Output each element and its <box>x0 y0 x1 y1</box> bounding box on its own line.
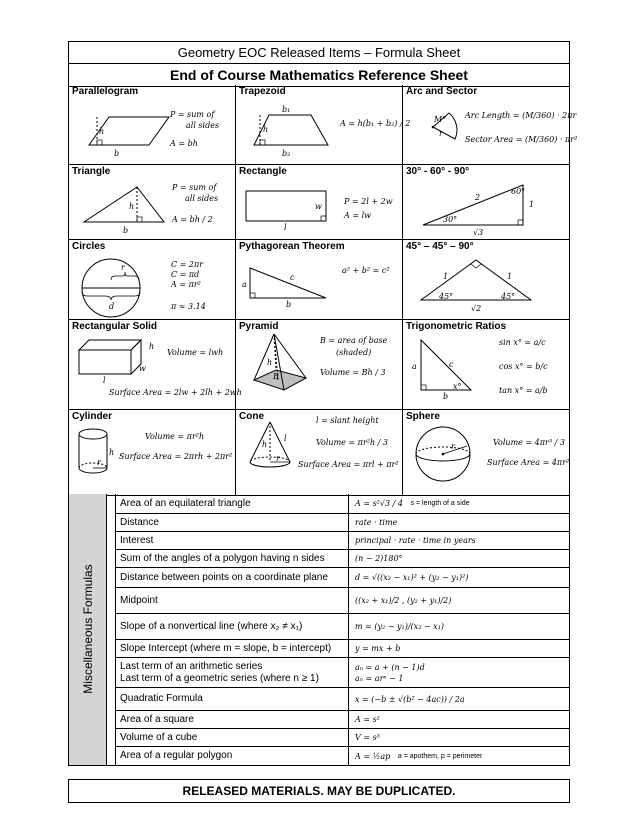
row-formula: aₙ = a + (n − 1)d aₙ = arⁿ − 1 <box>355 662 425 683</box>
label-l: l <box>103 376 106 385</box>
cell-title: Cylinder <box>72 411 113 422</box>
right-triangle-diagram <box>236 240 403 320</box>
row-formula: principal · rate · time in years <box>355 536 476 545</box>
formula: l = slant height <box>316 416 379 425</box>
row-name: Distance between points on a coordinate plane <box>120 571 328 583</box>
formula: sin x° = a/c <box>499 338 546 347</box>
formula: Volume = Bh / 3 <box>320 368 386 377</box>
row-formula: A = s²√3 / 4 s = length of a side <box>355 499 470 508</box>
formula: P = sum of <box>172 183 217 192</box>
cell-title: Trapezoid <box>239 86 286 97</box>
formula: tan x° = a/b <box>499 386 548 395</box>
cell-pythagorean <box>236 240 403 320</box>
formula: A = lw <box>344 211 371 220</box>
cell-title: Rectangle <box>239 166 287 177</box>
label-r: r <box>97 458 101 467</box>
formula: cos x° = b/c <box>499 362 548 371</box>
label-w: w <box>139 364 146 373</box>
table-row <box>116 550 569 568</box>
triangle-30-60-90-diagram <box>403 165 569 240</box>
label-side: 2 <box>475 193 481 202</box>
formula: π ≈ 3.14 <box>171 302 206 311</box>
row-name: Slope of a nonvertical line (where x₂ ≠ x₁) <box>120 620 303 632</box>
row-formula: m = (y₂ − y₁)/(x₂ − x₁) <box>355 622 445 631</box>
row-name: Midpoint <box>120 594 158 606</box>
row-formula: A = s² <box>355 715 380 724</box>
table-row <box>116 614 569 640</box>
cell-title: Triangle <box>72 166 111 177</box>
label-x: x° <box>453 382 462 391</box>
label-h: h <box>149 342 155 351</box>
circle-diagram <box>69 240 236 320</box>
label-angle: 60° <box>511 187 526 196</box>
row-formula: V = s³ <box>355 733 380 742</box>
row-formula: A = ½ap a = apothem, p = perimeter <box>355 751 483 761</box>
row-name: Area of a regular polygon <box>120 750 233 761</box>
row-formula: ((x₂ + x₁)/2 , (y₂ + y₁)/2) <box>355 596 452 605</box>
cell-triangle <box>69 165 236 240</box>
row-name: Interest <box>120 534 154 546</box>
formula: all sides <box>185 194 219 203</box>
cell-title: Pythagorean Theorem <box>239 241 345 252</box>
gap-column <box>107 494 116 765</box>
formula: all sides <box>186 121 220 130</box>
cell-circles <box>69 240 236 320</box>
label-side: 1 <box>529 200 535 209</box>
misc-formulas-table <box>68 494 570 766</box>
table-row <box>116 640 569 658</box>
cell-sphere <box>403 410 569 495</box>
row-formula: d = √((x₂ − x₁)² + (y₂ − y₁)²) <box>355 573 469 582</box>
formula: Sector Area = (M/360) · πr² <box>465 135 578 144</box>
label-h: h <box>99 127 105 136</box>
cell-trapezoid <box>236 85 411 165</box>
formula: A = πr² <box>171 280 201 289</box>
formula: A = h(b₁ + b₂) / 2 <box>340 119 411 128</box>
label-b: b <box>286 300 292 309</box>
cell-title: Cone <box>239 411 264 422</box>
triangle-45-45-90-diagram <box>403 240 569 320</box>
cell-title: Pyramid <box>239 321 279 332</box>
label-b1: b₁ <box>282 105 291 114</box>
cell-title: Rectangular Solid <box>72 321 158 332</box>
row-name: Quadratic Formula <box>120 693 203 704</box>
formula: Surface Area = 2lw + 2lh + 2wh <box>109 388 242 397</box>
formula: C = 2πr <box>171 260 204 269</box>
label-w: w <box>315 202 322 211</box>
formula: Volume = lwh <box>167 348 224 357</box>
label-r: r <box>121 263 125 272</box>
table-row <box>116 532 569 550</box>
label-r: r <box>439 129 443 138</box>
row-name: Sum of the angles of a polygon having n sides <box>120 552 325 564</box>
formula: (shaded) <box>336 348 372 357</box>
cell-30-60-90 <box>403 165 569 240</box>
row-name: Volume of a cube <box>120 731 198 743</box>
sector-diagram <box>403 85 569 165</box>
cell-pyramid <box>236 320 403 410</box>
label-h: h <box>263 125 269 134</box>
table-row <box>116 711 569 729</box>
page-footer: RELEASED MATERIALS. MAY BE DUPLICATED. <box>68 779 570 803</box>
formula-grid <box>68 85 578 496</box>
formula: A = bh / 2 <box>172 215 213 224</box>
label-b2: b₂ <box>282 149 291 158</box>
cell-cylinder <box>69 410 236 495</box>
row-formula: (n − 2)180° <box>355 554 403 563</box>
formula: Volume = πr²h / 3 <box>316 438 388 447</box>
label-angle: 30° <box>443 215 458 224</box>
table-row <box>116 514 569 532</box>
formula: Surface Area = πrl + πr² <box>298 460 399 469</box>
label-b: b <box>443 392 449 401</box>
label-angle: 45° <box>501 292 516 301</box>
cell-arc-sector <box>403 85 578 165</box>
label-c: c <box>290 273 295 282</box>
formula: Volume = πr²h <box>145 432 205 441</box>
label-side: 1 <box>507 272 513 281</box>
label-b: B <box>273 372 279 381</box>
row-name: Distance <box>120 516 159 528</box>
label-a: a <box>412 362 417 371</box>
table-row <box>116 588 569 614</box>
table-row <box>116 688 569 711</box>
label-side: √2 <box>471 304 482 313</box>
formula: Arc Length = (M/360) · 2πr <box>465 111 577 120</box>
table-row <box>116 658 569 688</box>
cell-45-45-90 <box>403 240 569 320</box>
label-h: h <box>129 202 135 211</box>
label-d: d <box>109 302 115 311</box>
label-h: h <box>267 358 273 367</box>
label-b: b <box>114 149 120 158</box>
formula: Surface Area = 4πr² <box>487 458 570 467</box>
table-row <box>116 568 569 588</box>
label-h: h <box>262 440 268 449</box>
formula: Volume = 4πr³ / 3 <box>493 438 565 447</box>
formula: A = bh <box>170 139 198 148</box>
label-r: r <box>276 454 280 463</box>
table-row <box>116 729 569 747</box>
label-b: b <box>123 226 129 235</box>
page-header: Geometry EOC Released Items – Formula Sheet <box>68 41 570 64</box>
cell-title: Trigonometric Ratios <box>406 321 507 332</box>
cell-title: Arc and Sector <box>406 86 478 97</box>
row-formula: x = (−b ± √(b² − 4ac)) / 2a <box>355 694 465 704</box>
row-formula: rate · time <box>355 518 398 527</box>
label-side: 1 <box>443 272 449 281</box>
row-name: Area of an equilateral triangle <box>120 497 251 509</box>
cell-title: Circles <box>72 241 106 252</box>
pyramid-diagram <box>236 320 403 410</box>
misc-label: Miscellaneous Formulas <box>69 494 107 765</box>
label-c: c <box>449 360 454 369</box>
cell-rectangle <box>236 165 403 240</box>
label-m: M° <box>434 115 447 124</box>
row-name: Area of a square <box>120 713 194 725</box>
formula: P = 2l + 2w <box>344 197 393 206</box>
label-l: l <box>284 434 287 443</box>
sphere-diagram <box>403 410 569 495</box>
cell-title: Parallelogram <box>72 86 139 97</box>
cell-rectangular-solid <box>69 320 242 410</box>
label-angle: 45° <box>439 292 454 301</box>
cell-parallelogram <box>69 85 236 165</box>
cell-title: 30° - 60° - 90° <box>406 166 470 177</box>
cell-title: Sphere <box>406 411 440 422</box>
label-side: √3 <box>473 228 484 237</box>
table-row <box>116 747 569 765</box>
row-formula: y = mx + b <box>355 644 401 653</box>
row-name: Last term of an arithmetic series Last term of a geometric series (where n ≥ 1) <box>120 660 319 684</box>
formula: P = sum of <box>170 110 215 119</box>
label-h: h <box>109 448 115 457</box>
cell-cone <box>236 410 403 495</box>
formula: C = πd <box>171 270 200 279</box>
formula: Surface Area = 2πrh + 2πr² <box>119 452 233 461</box>
cell-title: 45° – 45° – 90° <box>406 241 474 252</box>
formula: a² + b² = c² <box>342 266 390 275</box>
label-l: l <box>284 223 287 232</box>
cell-trig-ratios <box>403 320 569 410</box>
formula: B = area of base <box>320 336 388 345</box>
row-name: Slope Intercept (where m = slope, b = intercept) <box>120 642 332 654</box>
page-title: End of Course Mathematics Reference Sheet <box>68 63 570 87</box>
label-r: r <box>451 442 455 451</box>
table-row <box>116 494 569 514</box>
label-a: a <box>242 280 247 289</box>
